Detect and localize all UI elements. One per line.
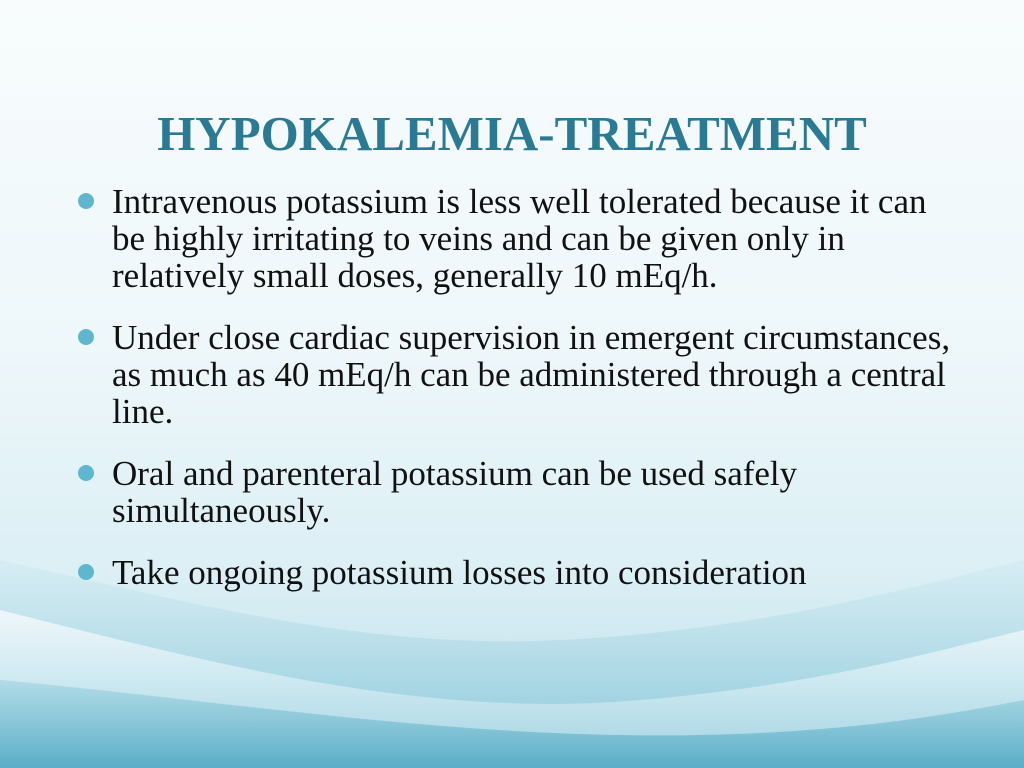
bullet-text: Oral and parenteral potassium can be used safely simultaneously. [112,454,798,530]
bullet-icon [78,465,94,481]
bullet-text: Intravenous potassium is less well tolerated because it can be highly irritating to veins and can be given only in relatively small doses, generally 10 mEq/h. [112,182,927,295]
bullet-icon [78,564,94,580]
bullet-icon [78,193,94,209]
bullet-icon [78,329,94,345]
bullet-text: Under close cardiac supervision in emergent circumstances, as much as 40 mEq/h can be administered through a central line. [112,318,951,431]
slide-title: HYPOKALEMIA-TREATMENT [157,106,867,161]
bullet-item-2 [76,319,956,430]
bullet-list [76,183,956,616]
bullet-item-3 [76,455,956,529]
bullet-item-4 [76,554,956,591]
bullet-item-1 [76,183,956,294]
bullet-text: Take ongoing potassium losses into consideration [112,553,807,592]
